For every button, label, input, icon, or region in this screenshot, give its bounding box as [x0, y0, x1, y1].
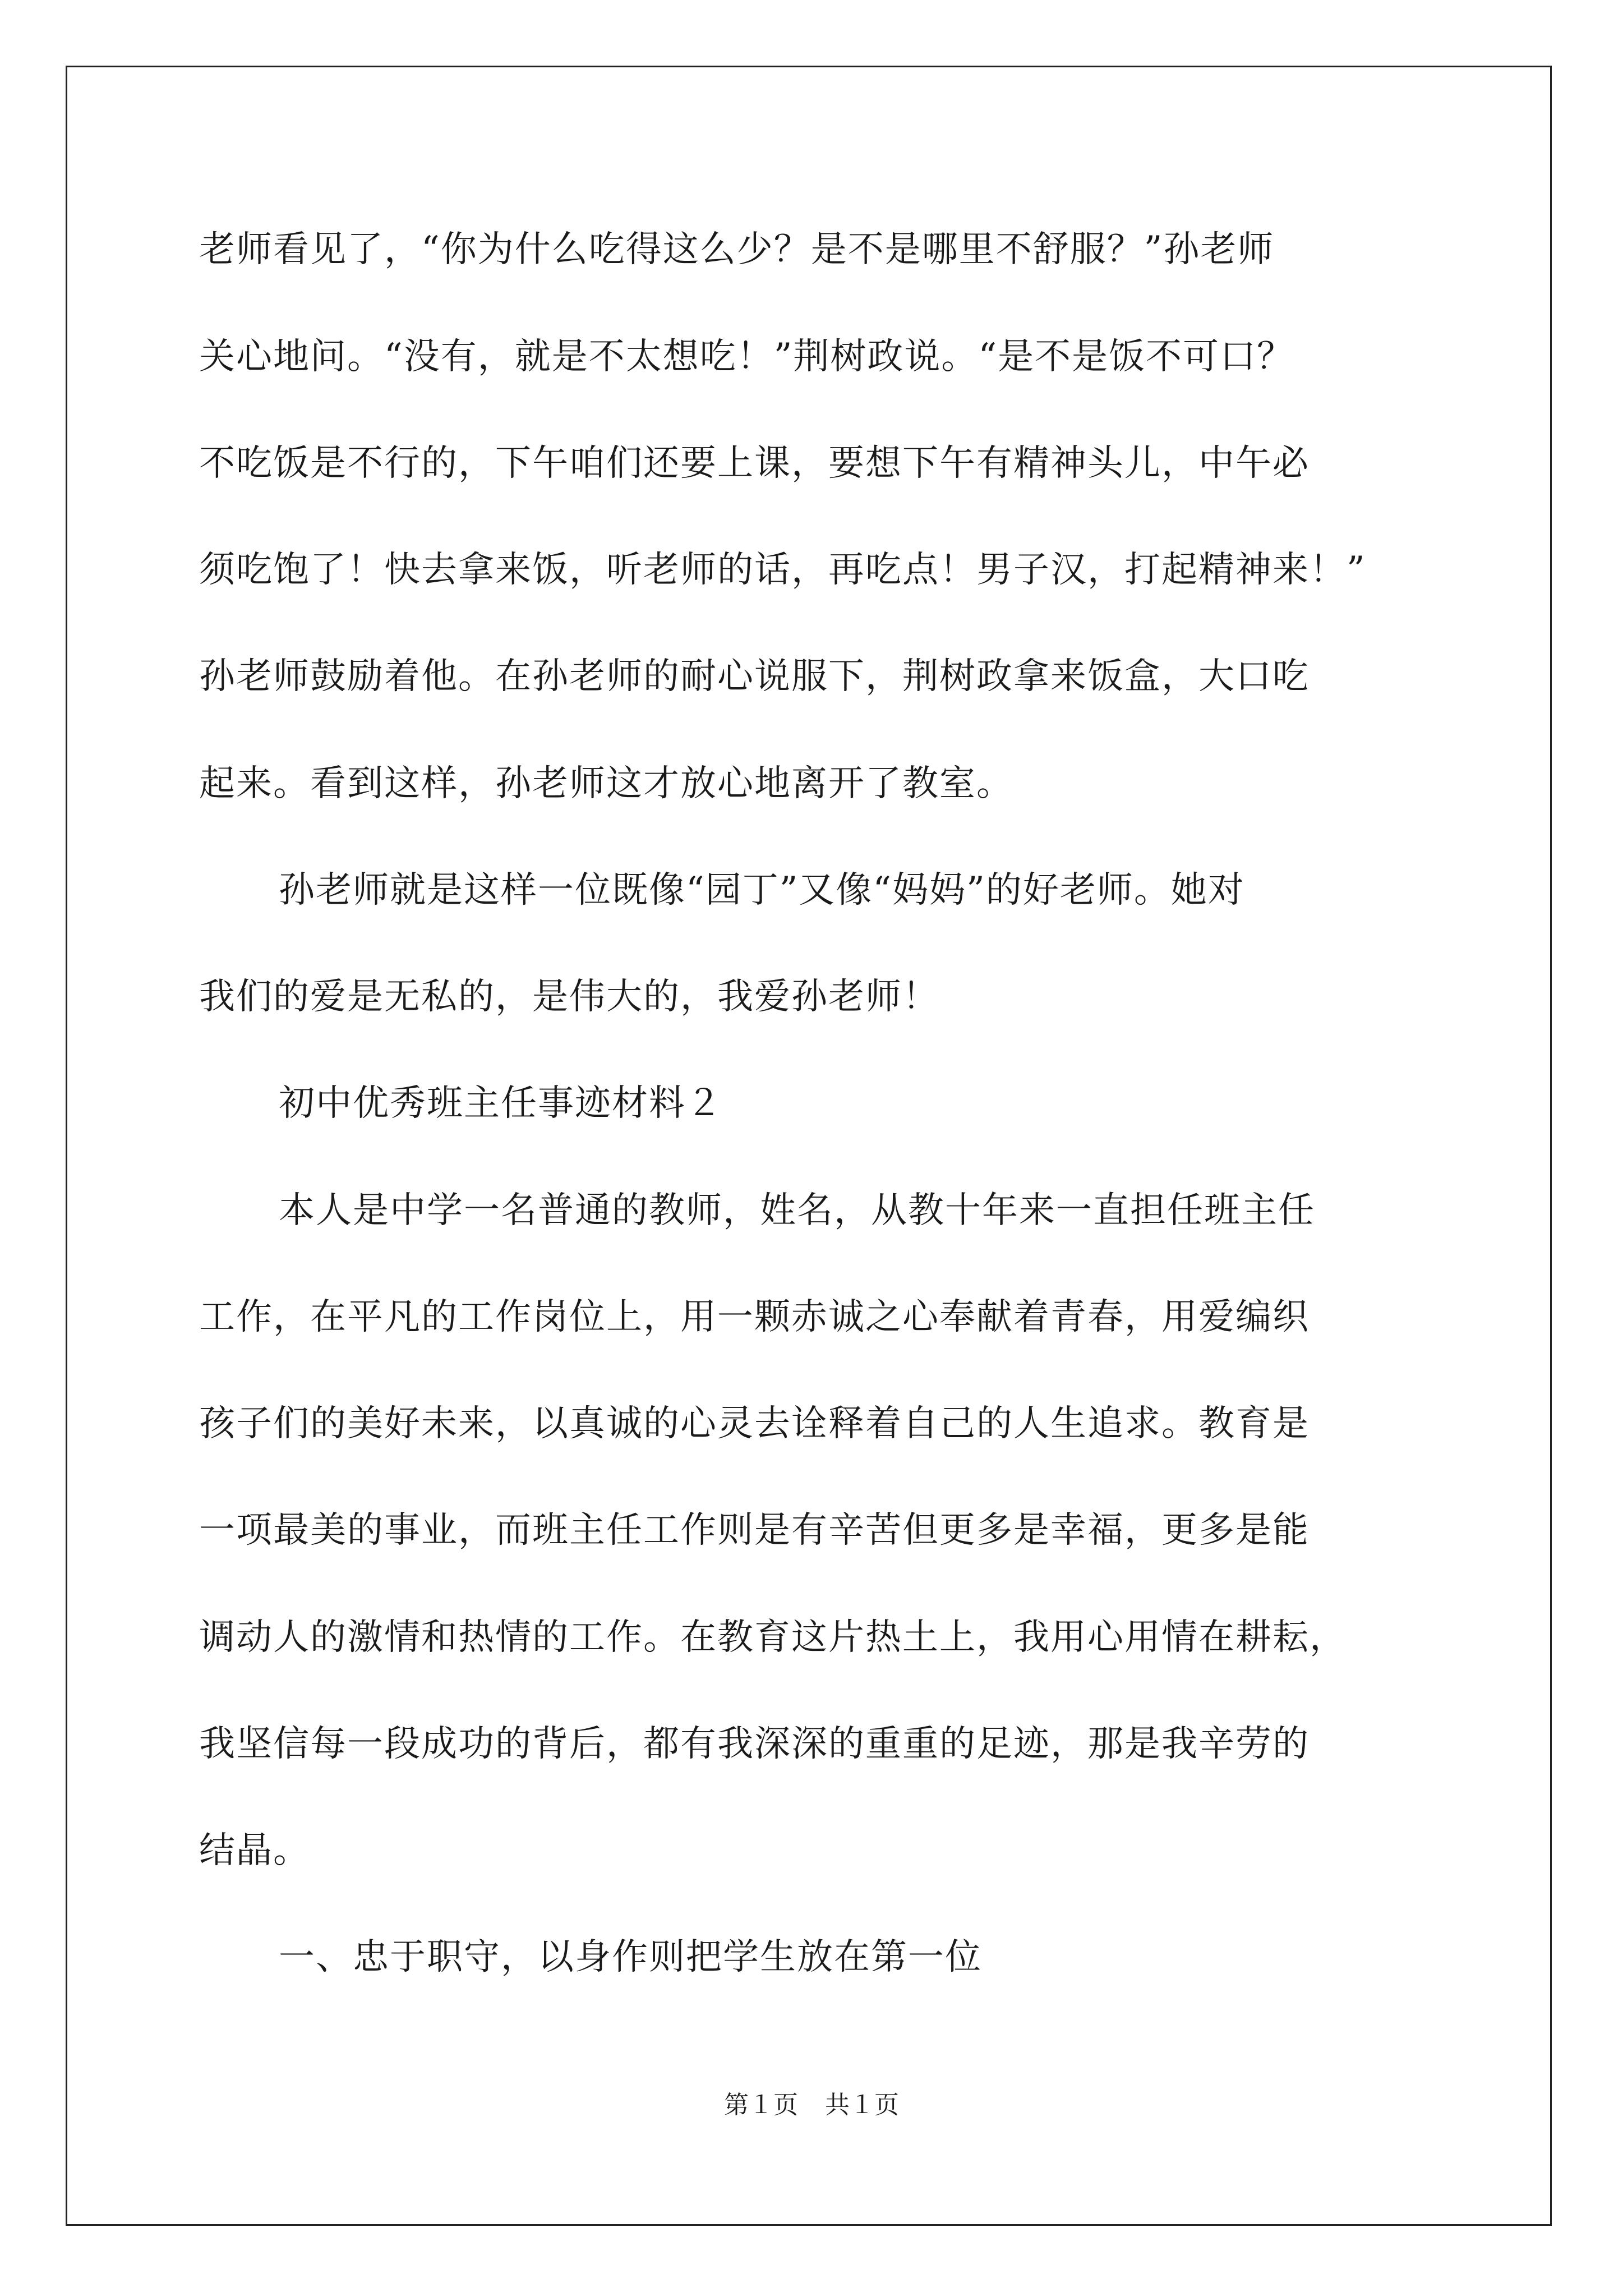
text-line: 起来。看到这样，孙老师这才放心地离开了教室。 — [199, 763, 1013, 804]
page-total: 共１页 — [825, 2091, 899, 2119]
section-heading: 一、忠于职守，以身作则把学生放在第一位 — [279, 1936, 982, 1978]
text-line: 须吃饱了！快去拿来饭，听老师的话，再吃点！男子汉，打起精神来！” — [199, 549, 1366, 591]
paragraph-start-line: 孙老师就是这样一位既像“园丁”又像“妈妈”的好老师。她对 — [279, 869, 1245, 911]
paragraph-start-line: 本人是中学一名普通的教师，姓名，从教十年来一直担任班主任 — [279, 1190, 1315, 1231]
text-line: 调动人的激情和热情的工作。在教育这片热土上，我用心用情在耕耘， — [199, 1617, 1347, 1658]
page-footer — [0, 2090, 1623, 2121]
text-line: 关心地问。“没有，就是不太想吃！”荆树政说。“是不是饭不可口？ — [199, 336, 1294, 378]
text-line: 不吃饭是不行的，下午咱们还要上课，要想下午有精神头儿，中午必 — [199, 443, 1310, 484]
section-title: 初中优秀班主任事迹材料２ — [279, 1083, 723, 1124]
text-line: 孙老师鼓励着他。在孙老师的耐心说服下，荆树政拿来饭盒，大口吃 — [199, 656, 1310, 697]
page-number: 第１页 — [724, 2091, 798, 2119]
text-line: 工作，在平凡的工作岗位上，用一颗赤诚之心奉献着青春，用爱编织 — [199, 1296, 1310, 1338]
text-line: 我们的爱是无私的，是伟大的，我爱孙老师！ — [199, 976, 939, 1018]
text-line: 结晶。 — [199, 1830, 310, 1871]
text-line: 一项最美的事业，而班主任工作则是有辛苦但更多是幸福，更多是能 — [199, 1510, 1310, 1551]
text-line: 老师看见了，“你为什么吃得这么少？是不是哪里不舒服？”孙老师 — [199, 229, 1275, 270]
text-line: 孩子们的美好未来，以真诚的心灵去诠释着自己的人生追求。教育是 — [199, 1403, 1310, 1444]
text-line: 我坚信每一段成功的背后，都有我深深的重重的足迹，那是我辛劳的 — [199, 1723, 1310, 1765]
page-border — [66, 66, 1552, 2226]
